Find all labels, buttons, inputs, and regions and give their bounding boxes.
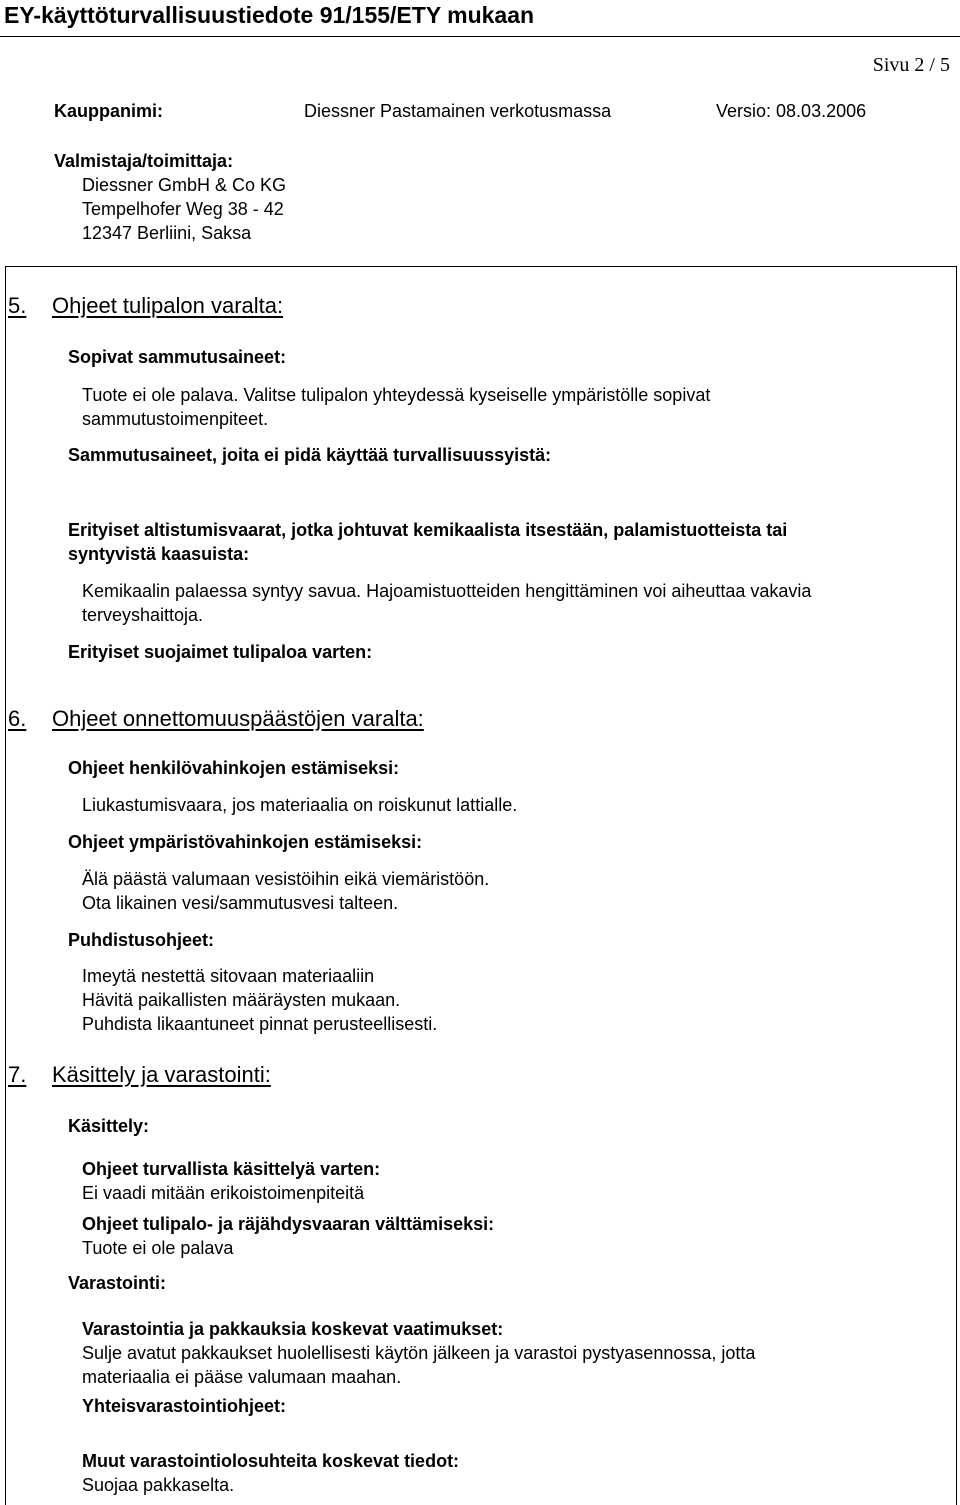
- fire-prevention-label: Ohjeet tulipalo- ja räjähdysvaaran välttämiseksi:: [82, 1214, 495, 1234]
- section-5-heading: [8, 293, 283, 319]
- other-storage-text: Suojaa pakkaselta.: [82, 1475, 235, 1495]
- manufacturer-line: Tempelhofer Weg 38 - 42: [82, 199, 284, 219]
- trade-name-label: Kauppanimi:: [54, 101, 164, 121]
- section-6-heading: [8, 706, 424, 732]
- safe-handling-text: Ei vaadi mitään erikoistoimenpiteitä: [82, 1183, 365, 1203]
- special-hazards-line: Kemikaalin palaessa syntyy savua. Hajoamistuotteiden hengittäminen voi aiheuttaa vakavia: [82, 581, 812, 601]
- storage-label: Varastointi:: [68, 1273, 167, 1293]
- environmental-precautions-line: Ota likainen vesi/sammutusvesi talteen.: [82, 893, 399, 913]
- storage-requirements-line: Sulje avatut pakkaukset huolellisesti käytön jälkeen ja varastoi pystyasennossa, jotta: [82, 1343, 756, 1363]
- cleaning-line: Hävitä paikallisten määräysten mukaan.: [82, 990, 401, 1010]
- document-title: EY-käyttöturvallisuustiedote 91/155/ETY mukaan: [4, 2, 535, 28]
- special-hazards-line: terveyshaittoja.: [82, 605, 204, 625]
- personal-precautions-line: Liukastumisvaara, jos materiaalia on roiskunut lattialle.: [82, 795, 518, 815]
- section-title: Ohjeet tulipalon varalta:: [52, 293, 284, 318]
- page-number: Sivu 2 / 5: [872, 54, 950, 76]
- section-number: 6.: [8, 706, 27, 731]
- fire-prevention-text: Tuote ei ole palava: [82, 1238, 234, 1258]
- environmental-precautions-label: Ohjeet ympäristövahinkojen estämiseksi:: [68, 832, 423, 852]
- trade-name-value: Diessner Pastamainen verkotusmassa: [304, 101, 612, 121]
- handling-label: Käsittely:: [68, 1116, 150, 1136]
- storage-requirements-line: materiaalia ei pääse valumaan maahan.: [82, 1367, 402, 1387]
- special-hazards-label: syntyvistä kaasuista:: [68, 544, 250, 564]
- suitable-extinguishers-label: Sopivat sammutusaineet:: [68, 347, 287, 367]
- safe-handling-label: Ohjeet turvallista käsittelyä varten:: [82, 1159, 381, 1179]
- title-divider: [0, 36, 960, 37]
- manufacturer-line: 12347 Berliini, Saksa: [82, 223, 252, 243]
- other-storage-label: Muut varastointiolosuhteita koskevat tiedot:: [82, 1451, 460, 1471]
- section-title: Käsittely ja varastointi:: [52, 1062, 271, 1087]
- cleaning-line: Imeytä nestettä sitovaan materiaaliin: [82, 966, 375, 986]
- section-number: 5.: [8, 293, 27, 318]
- cleaning-label: Puhdistusohjeet:: [68, 930, 215, 950]
- manufacturer-label: Valmistaja/toimittaja:: [54, 151, 234, 171]
- version: Versio: 08.03.2006: [716, 101, 867, 121]
- storage-requirements-label: Varastointia ja pakkauksia koskevat vaatimukset:: [82, 1319, 504, 1339]
- joint-storage-label: Yhteisvarastointiohjeet:: [82, 1396, 287, 1416]
- environmental-precautions-line: Älä päästä valumaan vesistöihin eikä viemäristöön.: [82, 869, 490, 889]
- special-hazards-label: Erityiset altistumisvaarat, jotka johtuvat kemikaalista itsestään, palamistuotteista tai: [68, 520, 788, 540]
- section-number: 7.: [8, 1062, 27, 1087]
- personal-precautions-label: Ohjeet henkilövahinkojen estämiseksi:: [68, 758, 400, 778]
- cleaning-line: Puhdista likaantuneet pinnat perusteellisesti.: [82, 1014, 438, 1034]
- section-title: Ohjeet onnettomuuspäästöjen varalta:: [52, 706, 424, 731]
- suitable-extinguishers-line: Tuote ei ole palava. Valitse tulipalon yhteydessä kyseiselle ympäristölle sopivat: [82, 385, 711, 405]
- unsuitable-extinguishers-label: Sammutusaineet, joita ei pidä käyttää turvallisuussyistä:: [68, 445, 552, 465]
- protective-equipment-label: Erityiset suojaimet tulipaloa varten:: [68, 642, 373, 662]
- manufacturer-line: Diessner GmbH & Co KG: [82, 175, 287, 195]
- section-7-heading: [8, 1062, 271, 1088]
- suitable-extinguishers-line: sammutustoimenpiteet.: [82, 409, 269, 429]
